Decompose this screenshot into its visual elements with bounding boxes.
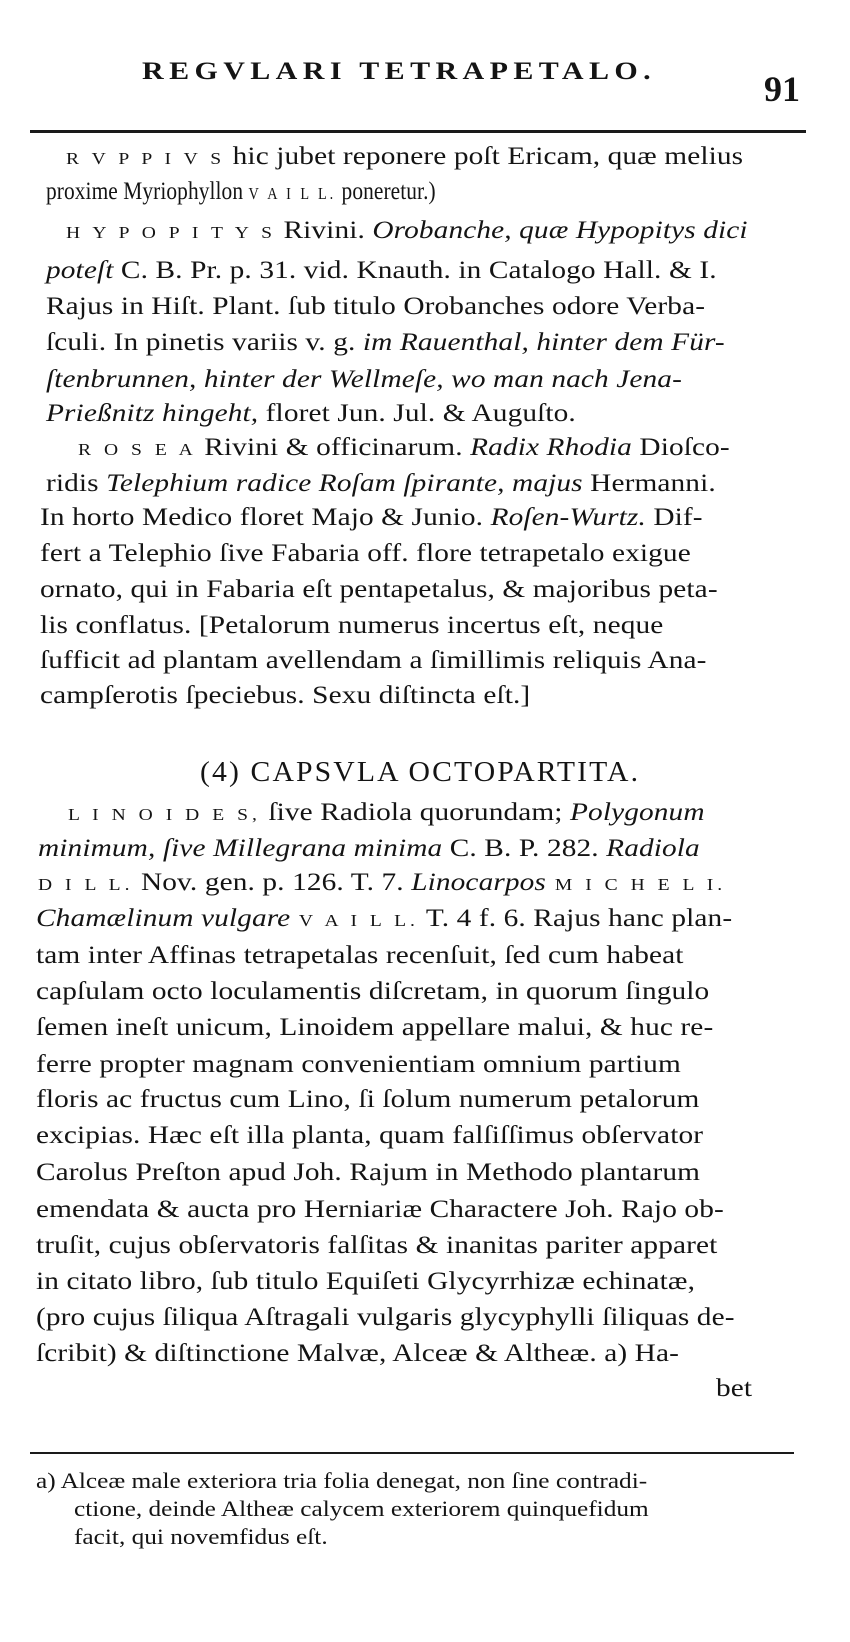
- text-span: floris ac fructus cum Lino, ſi ſolum numerum petalorum: [36, 1084, 700, 1113]
- text-span: lis conflatus. [Petalorum numerus incertus eſt, neque: [40, 610, 664, 639]
- text-span: emendata & aucta pro Herniariæ Charactere Joh. Rajo ob-: [36, 1194, 724, 1223]
- italic-text: Linocarpos: [411, 867, 546, 896]
- text-span: excipias. Hæc eſt illa planta, quam falſiſſimus obſervator: [36, 1120, 704, 1149]
- text-line: [36, 1012, 713, 1042]
- text-line: [40, 502, 703, 532]
- footnote-line: ctione, deinde Altheæ calycem exteriorem quinquefidum: [74, 1496, 649, 1521]
- text-span: Hermanni.: [582, 468, 716, 497]
- italic-text: Telephium radice Roſam ſpirante, majus: [106, 468, 583, 497]
- text-line: [46, 176, 436, 209]
- text-line: [40, 610, 663, 640]
- text-line: [78, 432, 730, 465]
- text-line: [66, 215, 748, 248]
- text-span: T. 4 f. 6. Rajus hanc plan-: [418, 903, 733, 932]
- text-line: [36, 940, 684, 970]
- smallcaps-term: V A I L L.: [290, 911, 419, 930]
- italic-text: Radix Rhodia: [470, 432, 632, 461]
- text-line: [46, 291, 705, 321]
- text-span: ſcribit) & diſtinctione Malvæ, Alceæ & Altheæ. a) Ha-: [36, 1338, 679, 1367]
- text-line: [40, 645, 706, 675]
- text-span: truſit, cujus obſervatoris falſitas & inanitas pariter apparet: [36, 1230, 718, 1259]
- text-line: [36, 1157, 700, 1187]
- text-span: Rajus in Hiſt. Plant. ſub titulo Orobanches odore Verba-: [46, 291, 706, 320]
- footnote-line: a) Alceæ male exteriora tria folia denegat, non ſine contradi-: [36, 1468, 648, 1493]
- text-span: C. B. P. 282.: [442, 833, 607, 862]
- text-span: bet: [716, 1373, 753, 1402]
- text-span: Rivini.: [276, 215, 373, 244]
- italic-text: Roſen-Wurtz.: [490, 502, 646, 531]
- text-span: ſufficit ad plantam avellendam a ſimillimis reliquis Ana-: [40, 645, 707, 674]
- text-span: Dioſco-: [631, 432, 730, 461]
- text-span: Rivini & officinarum.: [196, 432, 471, 461]
- italic-text: poteſt: [46, 255, 114, 284]
- text-span: Dif-: [645, 502, 703, 531]
- text-span: Carolus Preſton apud Joh. Rajum in Methodo plantarum: [36, 1157, 701, 1186]
- text-span: ferre propter magnam convenientiam omnium partium: [36, 1049, 681, 1078]
- text-line: [40, 538, 691, 568]
- text-line: [46, 398, 576, 428]
- smallcaps-term: H Y P O P I T Y S: [66, 223, 277, 242]
- text-span: capſulam octo loculamentis diſcretam, in quorum ſingulo: [36, 976, 710, 1005]
- smallcaps-term: V A I L L.: [248, 184, 337, 203]
- smallcaps-term: R V P P I V S: [66, 149, 226, 168]
- italic-text: im Rauenthal, hinter dem Für-: [362, 327, 725, 356]
- text-line: [36, 1230, 717, 1260]
- text-line: [36, 1120, 703, 1150]
- text-line: [716, 1373, 752, 1403]
- section-heading: (4) CAPSVLA OCTOPARTITA.: [200, 757, 641, 788]
- text-line: [36, 1084, 699, 1114]
- text-span: floret Jun. Jul. & Auguſto.: [258, 398, 576, 427]
- smallcaps-term: D I L L.: [38, 875, 134, 894]
- smallcaps-term: L I N O I D E S,: [68, 805, 261, 824]
- text-line: [36, 1266, 695, 1296]
- footnote-line: facit, qui novemfidus eſt.: [74, 1524, 328, 1549]
- text-span: hic jubet reponere poſt Ericam, quæ melius: [225, 141, 744, 170]
- text-span: in citato libro, ſub titulo Equiſeti Glycyrrhizæ echinatæ,: [36, 1266, 696, 1295]
- text-line: [36, 1338, 679, 1368]
- text-line: [46, 255, 717, 285]
- text-span: campſerotis ſpeciebus. Sexu diſtincta eſt.]: [40, 680, 531, 709]
- italic-text: Chamælinum vulgare: [36, 903, 291, 932]
- text-span: ſculi. In pinetis variis v. g.: [46, 327, 363, 356]
- text-line: [68, 797, 705, 830]
- header-rule: [30, 130, 806, 133]
- page-number: 91: [764, 69, 800, 109]
- text-span: ſive Radiola quorundam;: [260, 797, 571, 826]
- smallcaps-term: R O S E A: [78, 440, 197, 459]
- text-line: [40, 574, 718, 604]
- text-line: [36, 976, 709, 1006]
- text-span: Nov. gen. p. 126. T. 7.: [133, 867, 412, 896]
- italic-text: Polygonum: [570, 797, 705, 826]
- text-span: (pro cujus ſiliqua Aſtragali vulgaris glycyphylli ſiliquas de-: [36, 1302, 735, 1331]
- text-span: C. B. Pr. p. 31. vid. Knauth. in Catalogo Hall. & I.: [113, 255, 717, 284]
- footnote-rule: [30, 1452, 794, 1454]
- text-span: ſemen ineſt unicum, Linoidem appellare malui, & huc re-: [36, 1012, 714, 1041]
- text-line: [66, 141, 743, 174]
- text-line: [38, 833, 700, 863]
- text-line: [36, 1049, 681, 1079]
- text-span: tam inter Affinas tetrapetalas recenſuit, ſed cum habeat: [36, 940, 684, 969]
- italic-text: Orobanche, quæ Hypopitys dici: [372, 215, 748, 244]
- text-span: fert a Telephio ſive Fabaria off. flore tetrapetalo exigue: [40, 538, 691, 567]
- text-line: [46, 364, 682, 394]
- italic-text: Radiola: [606, 833, 700, 862]
- text-line: [38, 867, 726, 900]
- italic-text: minimum, ſive Millegrana minima: [38, 833, 443, 862]
- text-span: ridis: [46, 468, 107, 497]
- text-span: In horto Medico floret Majo & Junio.: [40, 502, 491, 531]
- text-span: ornato, qui in Fabaria eſt pentapetalus, & majoribus peta-: [40, 574, 718, 603]
- italic-text: ſtenbrunnen, hinter der Wellmeſe, wo man nach Jena-: [46, 364, 682, 393]
- text-line: [40, 680, 530, 710]
- text-line: [36, 1194, 724, 1224]
- text-line: [46, 468, 716, 498]
- text-line: [46, 327, 725, 357]
- text-span: proxime Myriophyllon: [46, 176, 249, 205]
- text-line: [36, 903, 732, 936]
- running-header: REGVLARI TETRAPETALO.: [142, 58, 657, 85]
- smallcaps-term: M I C H E L I.: [545, 875, 727, 894]
- text-span: poneretur.): [336, 176, 436, 205]
- italic-text: Prießnitz hingeht,: [46, 398, 259, 427]
- text-line: [36, 1302, 735, 1332]
